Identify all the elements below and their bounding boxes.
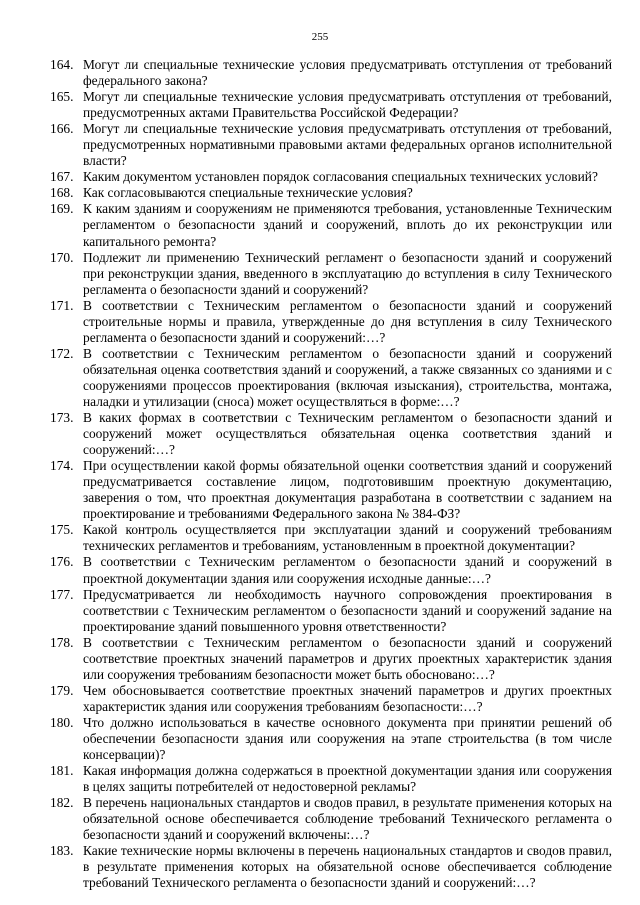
question-text: Чем обосновывается соответствие проектных значений параметров и других проектных характеристик здания или сооружения требованиям безопасности:…? <box>83 682 612 714</box>
question-item <box>50 201 612 249</box>
question-item <box>50 346 612 410</box>
question-text: Подлежит ли применению Технический регламент о безопасности зданий и сооружений при реконструкции здания, введенного в эксплуатацию до вступления в силу Технического регламента о безопасности зданий и сооружений? <box>83 249 612 297</box>
page-number: 255 <box>311 31 329 43</box>
question-number: 165. <box>50 89 74 105</box>
question-text: Как согласовываются специальные технические условия? <box>83 185 413 201</box>
question-number: 173. <box>50 410 74 426</box>
question-item <box>50 89 612 121</box>
question-text: Каким документом установлен порядок согласования специальных технических условий? <box>83 169 598 185</box>
question-number: 171. <box>50 297 74 313</box>
question-number: 168. <box>50 185 74 201</box>
question-item <box>50 683 612 715</box>
question-number: 169. <box>50 201 74 217</box>
question-item <box>50 57 612 89</box>
question-text: В соответствии с Техническим регламентом о безопасности зданий и сооружений соответствие проектных значений параметров и других проектных характеристик здания или сооружения требованиям безопасности может быть обосновано:…? <box>83 634 612 682</box>
question-text: При осуществлении какой формы обязательной оценки соответствия зданий и сооружений предусматривается составление лицом, подготовившим проектную документацию, заверения о том, что проектная документация разработана в соответствии с заданием на проектирование и требованиями Федерального закона № 384-ФЗ? <box>83 458 612 522</box>
question-number: 170. <box>50 249 74 265</box>
question-text: Предусматривается ли необходимость научного сопровождения проектирования в соответствии с Техническим регламентом о безопасности зданий и сооружений задание на проектирование зданий повышенного уровня ответственности? <box>83 586 612 634</box>
question-number: 164. <box>50 57 74 72</box>
question-text: Какие технические нормы включены в перечень национальных стандартов и сводов правил, в результате применения которых на обязательной основе обеспечивается соблюдение требований Технического регламента о безопасности зданий и сооружений:…? <box>83 843 612 891</box>
question-text: В перечень национальных стандартов и сводов правил, в результате применения которых на обязательной основе обеспечивается соблюдение требований Технического регламента о безопасности зданий и сооружений включены:…? <box>83 795 612 843</box>
question-text: Какая информация должна содержаться в проектной документации здания или сооружения в целях защиты потребителей от недостоверной рекламы? <box>83 763 612 795</box>
question-text: Что должно использоваться в качестве основного документа при принятии решений об обеспечении безопасности здания или сооружения на этапе строительства (в том числе консервации)? <box>83 714 612 763</box>
question-number: 176. <box>50 554 74 570</box>
question-item <box>50 298 612 346</box>
question-item <box>50 843 612 891</box>
question-text: Какой контроль осуществляется при эксплуатации зданий и сооружений требованиям технических регламентов и требованиям, установленным в проектной документации? <box>83 522 612 554</box>
question-text: Могут ли специальные технические условия предусматривать отступления от требований, предусмотренных актами Правительства Российской Федерации? <box>83 89 612 121</box>
question-item <box>50 635 612 683</box>
question-item <box>50 121 612 169</box>
question-text: В соответствии с Техническим регламентом о безопасности зданий и сооружений обязательная оценка соответствия зданий и сооружений, а также связанных со зданиями и с сооружениями процессов проектирования (включая изыскания), строительства, монтажа, наладки и утилизации (сноса) может осуществляться в форме:…? <box>83 345 612 409</box>
question-number: 180. <box>50 714 74 730</box>
question-number: 167. <box>50 169 74 185</box>
question-number: 174. <box>50 458 74 474</box>
question-item <box>50 763 612 795</box>
question-number: 175. <box>50 522 74 538</box>
question-number: 183. <box>50 843 74 859</box>
question-number: 181. <box>50 763 74 779</box>
question-number: 177. <box>50 586 74 602</box>
question-number: 166. <box>50 121 74 137</box>
question-number: 179. <box>50 682 74 698</box>
question-number: 182. <box>50 795 74 811</box>
question-item <box>50 185 612 201</box>
question-item <box>50 715 612 763</box>
question-item <box>50 250 612 298</box>
question-text: Могут ли специальные технические условия предусматривать отступления от требований федерального закона? <box>83 57 612 89</box>
question-number: 178. <box>50 634 74 650</box>
question-item <box>50 795 612 843</box>
question-item <box>50 522 612 554</box>
question-item <box>50 169 612 185</box>
question-item <box>50 410 612 458</box>
question-item <box>50 554 612 586</box>
question-text: Могут ли специальные технические условия предусматривать отступления от требований, предусмотренных нормативными правовыми актами федеральных органов исполнительной власти? <box>83 121 612 169</box>
question-list <box>50 57 612 891</box>
question-item <box>50 458 612 522</box>
question-text: В каких формах в соответствии с Техническим регламентом о безопасности зданий и сооружений может осуществляться обязательная оценка соответствия зданий и сооружений:…? <box>83 410 612 458</box>
question-text: В соответствии с Техническим регламентом о безопасности зданий и сооружений в проектной документации здания или сооружения исходные данные:…? <box>83 554 612 586</box>
question-text: К каким зданиям и сооружениям не применяются требования, установленные Техническим регламентом о безопасности зданий и сооружений, вплоть до их реконструкции или капитального ремонта? <box>83 201 612 249</box>
question-item <box>50 587 612 635</box>
question-text: В соответствии с Техническим регламентом о безопасности зданий и сооружений строительные нормы и правила, утвержденные до дня вступления в силу Технического регламента о безопасности зданий и сооружений:…? <box>83 297 612 345</box>
question-number: 172. <box>50 345 74 361</box>
